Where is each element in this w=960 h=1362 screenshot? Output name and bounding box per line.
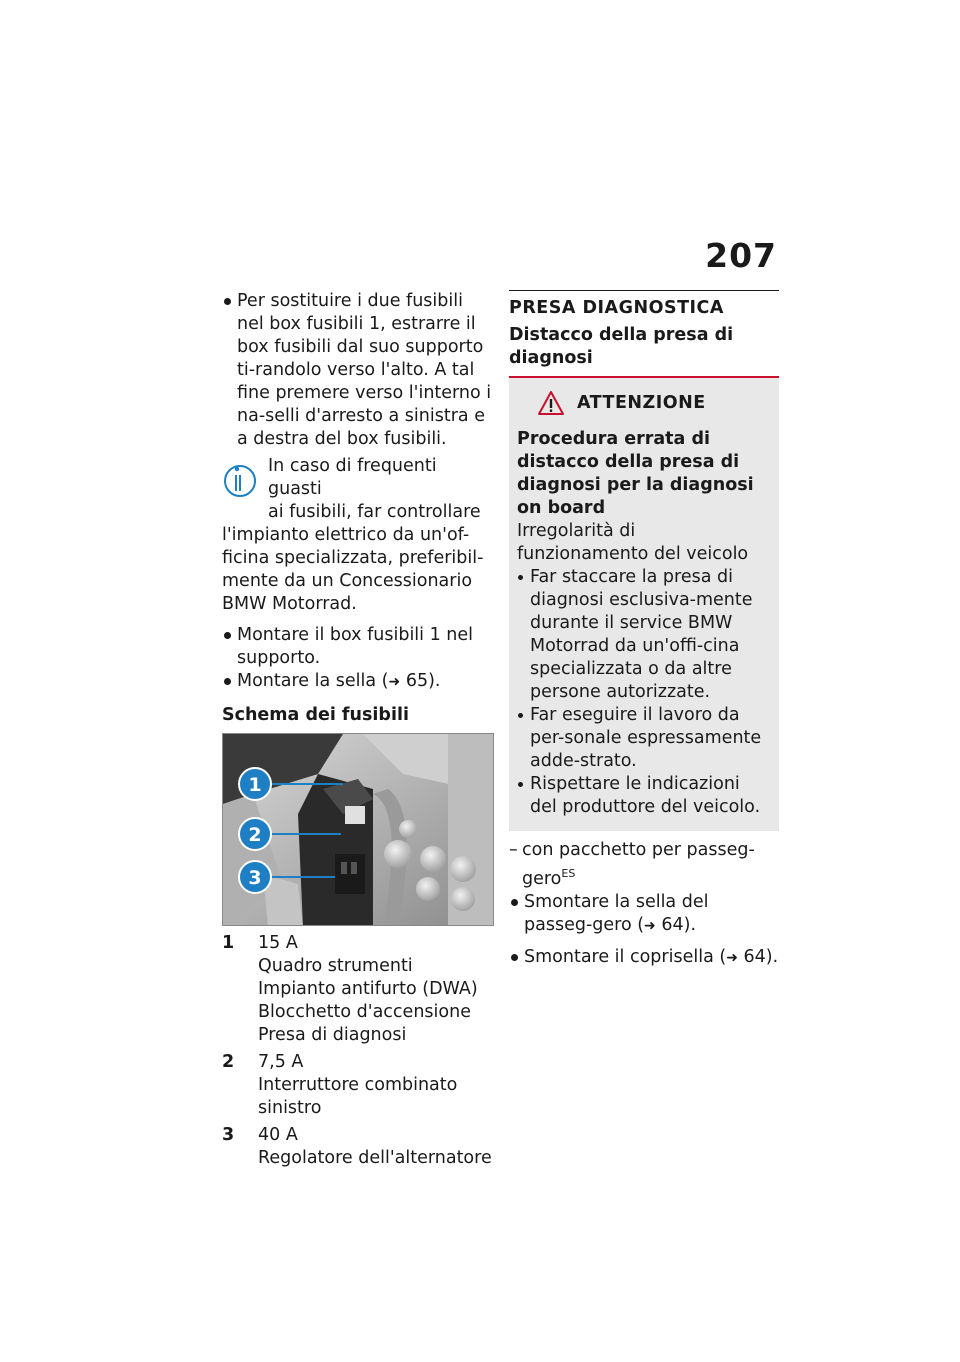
legend-line: Quadro strumenti [258, 956, 413, 976]
warning-box [509, 378, 779, 831]
page-ref-arrow-icon: ➜ [388, 674, 401, 690]
step-mount-seat-text: Montare la sella ( [237, 671, 389, 691]
left-column [222, 290, 494, 1170]
legend-num: 3 [222, 1125, 235, 1145]
dash-mark: – [509, 840, 518, 860]
legend-line: Blocchetto d'accensione [258, 1002, 471, 1022]
warning-item: Far eseguire il lavoro da per-sonale espressamente adde-strato. [517, 704, 771, 773]
legend-num: 1 [222, 933, 235, 953]
step-remove-passenger-seat-ref: 64). [661, 914, 697, 935]
legend-line: sinistro [258, 1098, 322, 1118]
legend-line: Impianto antifurto (DWA) [258, 979, 478, 999]
condition-sup: ES [561, 867, 576, 880]
legend-row-2 [222, 1051, 494, 1120]
info-icon [222, 457, 262, 501]
callout-3 [239, 861, 271, 893]
condition-text: con pacchetto per passeg-gero [522, 840, 755, 889]
warning-item: Rispettare le indicazioni del produttore del veicolo. [517, 773, 771, 819]
page-ref-arrow-icon: ➜ [726, 949, 738, 966]
step-mount-seat-ref: 65). [405, 671, 441, 691]
info-line-1: In caso di frequenti guasti [268, 456, 437, 499]
fuse-box-illustration [223, 734, 494, 926]
section-title: PRESA DIAGNOSTICA [509, 290, 779, 320]
warning-consequence: Irregolarità di funzionamento del veicolo [517, 521, 749, 564]
info-line-2: ai fusibili, far controllare [268, 502, 481, 522]
legend-line: 40 A [258, 1125, 298, 1145]
step-mount-seat [222, 670, 494, 694]
fuse-legend [222, 932, 494, 1170]
legend-line: 7,5 A [258, 1052, 304, 1072]
legend-row-1 [222, 932, 494, 1047]
fuse-box-photo [222, 733, 494, 926]
callout-2 [239, 818, 271, 850]
callout-3-label: 3 [248, 867, 262, 889]
step-remove-seat-cover-ref: 64). [743, 946, 779, 967]
page-number: 207 [705, 236, 777, 275]
subsection-title: Distacco della presa di diagnosi [509, 324, 779, 378]
callout-2-label: 2 [248, 824, 262, 846]
schema-heading: Schema dei fusibili [222, 705, 409, 725]
step-remove-passenger-seat-text: Smontare la sella del passeg-gero ( [524, 891, 709, 935]
legend-line: Regolatore dell'alternatore [258, 1148, 492, 1168]
legend-line: Interruttore combinato [258, 1075, 458, 1095]
info-rest: l'impianto elettrico da un'of-ficina specializzata, preferibil-mente da un Concessionario BMW Motorrad. [222, 525, 484, 614]
warning-title: Procedura errata di distacco della presa di diagnosi per la diagnosi on board [517, 429, 754, 518]
condition-passenger-package [509, 839, 779, 891]
warning-triangle-icon [537, 390, 565, 416]
step-remove-seat-cover-text: Smontare il coprisella ( [524, 946, 727, 967]
warning-label: ATTENZIONE [577, 392, 706, 413]
legend-row-3 [222, 1124, 494, 1170]
right-column [509, 290, 779, 970]
callout-1 [239, 768, 271, 800]
legend-line: Presa di diagnosi [258, 1025, 407, 1045]
warning-item: Far staccare la presa di diagnosi esclusiva-mente durante il service BMW Motorrad da un'offi-cina specializzata o da altre persone autorizzate. [517, 566, 771, 704]
legend-line: 15 A [258, 933, 298, 953]
step-remove-seat-cover [509, 946, 779, 970]
callout-1-label: 1 [248, 774, 262, 796]
step-mount-fusebox: Montare il box fusibili 1 nel supporto. [222, 624, 494, 670]
legend-num: 2 [222, 1052, 235, 1072]
step-remove-passenger-seat [509, 891, 779, 938]
step-remove-fusebox: Per sostituire i due fusibili nel box fusibili 1, estrarre il box fusibili dal suo supporto ti-randolo verso l'alto. A tal fine premere verso l'interno i na-selli d'arresto a sinistra e a destra del box fusibili. [222, 290, 494, 451]
page-ref-arrow-icon: ➜ [644, 917, 656, 934]
info-note [222, 455, 494, 616]
